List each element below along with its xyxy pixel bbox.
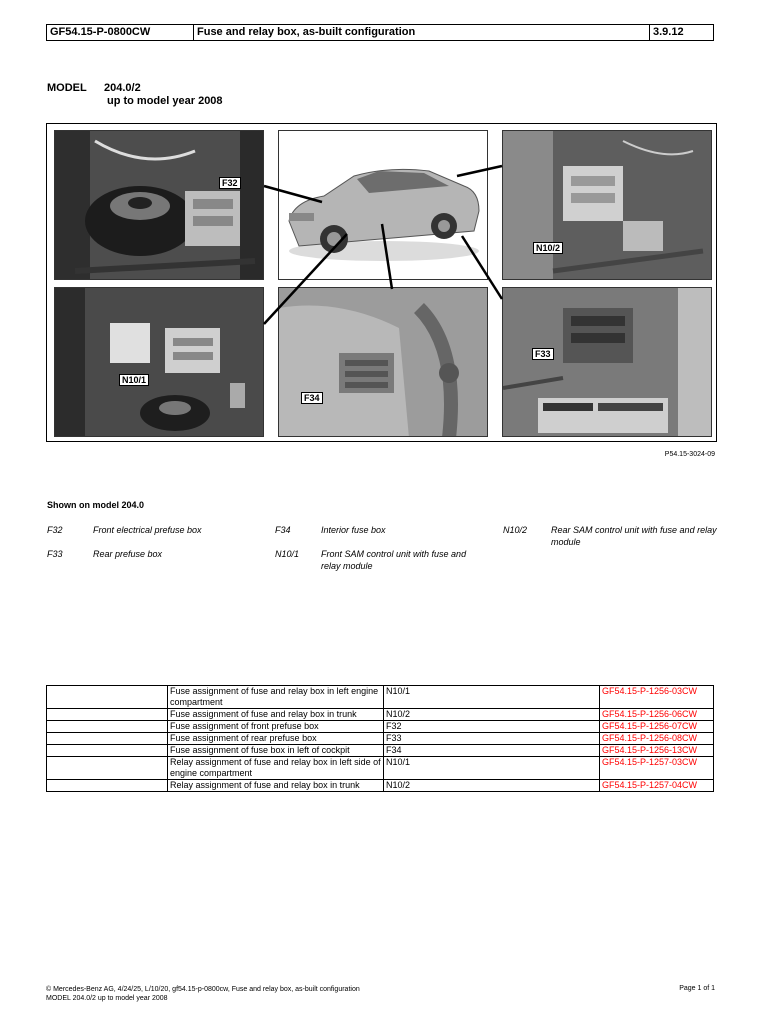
legend-code-f33: F33 — [47, 549, 63, 559]
footer-model: MODEL 204.0/2 up to model year 2008 — [46, 995, 168, 1002]
callout-f32: F32 — [219, 177, 241, 189]
table-row — [47, 709, 714, 721]
link-code: N10/2 — [384, 780, 600, 792]
figure-connector-lines — [47, 124, 718, 443]
model-label: MODEL — [47, 82, 87, 94]
link-desc: Fuse assignment of fuse and relay box in trunk — [168, 709, 384, 721]
model-value: 204.0/2 — [104, 82, 141, 94]
model-line — [47, 81, 141, 95]
link-ref[interactable]: GF54.15-P-1256-13CW — [600, 745, 714, 757]
link-ref[interactable]: GF54.15-P-1256-07CW — [600, 721, 714, 733]
link-code: N10/1 — [384, 686, 600, 709]
table-row — [47, 721, 714, 733]
table-row — [47, 757, 714, 780]
legend-code-n10-1: N10/1 — [275, 549, 300, 559]
legend-desc-f33: Rear prefuse box — [93, 549, 163, 559]
figure — [46, 123, 717, 442]
legend-desc-f34: Interior fuse box — [321, 525, 386, 535]
table-cell-empty — [47, 733, 168, 745]
legend-code-n10-2: N10/2 — [503, 525, 528, 535]
legend-desc-f32: Front electrical prefuse box — [93, 525, 202, 535]
link-code: F32 — [384, 721, 600, 733]
callout-n10-1: N10/1 — [119, 374, 149, 386]
link-ref[interactable]: GF54.15-P-1256-03CW — [600, 686, 714, 709]
figure-reference: P54.15-3024-09 — [664, 451, 715, 458]
link-desc: Fuse assignment of fuse and relay box in left engine compartment — [168, 686, 384, 709]
link-ref[interactable]: GF54.15-P-1256-08CW — [600, 733, 714, 745]
callout-n10-2: N10/2 — [533, 242, 563, 254]
link-code: F34 — [384, 745, 600, 757]
link-desc: Relay assignment of fuse and relay box in trunk — [168, 780, 384, 792]
table-row — [47, 780, 714, 792]
link-ref[interactable]: GF54.15-P-1257-04CW — [600, 780, 714, 792]
legend-code-f34: F34 — [275, 525, 291, 535]
table-cell-empty — [47, 780, 168, 792]
table-row — [47, 733, 714, 745]
doc-version: 3.9.12 — [653, 26, 684, 38]
doc-id: GF54.15-P-0800CW — [47, 25, 194, 40]
table-cell-empty — [47, 686, 168, 709]
legend-desc-n10-2: Rear SAM control unit with fuse and relay module — [551, 525, 717, 547]
document-header — [46, 24, 714, 41]
assignment-table — [46, 685, 714, 792]
model-note: up to model year 2008 — [107, 95, 223, 107]
shown-on-label: Shown on model 204.0 — [47, 500, 145, 510]
callout-f34: F34 — [301, 392, 323, 404]
link-desc: Relay assignment of fuse and relay box in left side of engine compartment — [168, 757, 384, 780]
table-cell-empty — [47, 757, 168, 780]
link-code: F33 — [384, 733, 600, 745]
page-number: Page 1 of 1 — [679, 985, 715, 992]
link-desc: Fuse assignment of rear prefuse box — [168, 733, 384, 745]
table-row — [47, 686, 714, 709]
table-row — [47, 745, 714, 757]
link-code: N10/1 — [384, 757, 600, 780]
link-desc: Fuse assignment of fuse box in left of cockpit — [168, 745, 384, 757]
link-code: N10/2 — [384, 709, 600, 721]
link-desc: Fuse assignment of front prefuse box — [168, 721, 384, 733]
table-cell-empty — [47, 745, 168, 757]
table-cell-empty — [47, 721, 168, 733]
doc-title: Fuse and relay box, as-built configuration — [194, 25, 650, 40]
callout-f33: F33 — [532, 348, 554, 360]
link-ref[interactable]: GF54.15-P-1256-06CW — [600, 709, 714, 721]
link-ref[interactable]: GF54.15-P-1257-03CW — [600, 757, 714, 780]
legend-desc-n10-1: Front SAM control unit with fuse and relay module — [321, 549, 467, 571]
footer-copyright: © Mercedes-Benz AG, 4/24/25, L/10/20, gf54.15-p-0800cw, Fuse and relay box, as-built configuration — [46, 986, 360, 993]
legend-code-f32: F32 — [47, 525, 63, 535]
table-cell-empty — [47, 709, 168, 721]
footer — [46, 985, 360, 1003]
